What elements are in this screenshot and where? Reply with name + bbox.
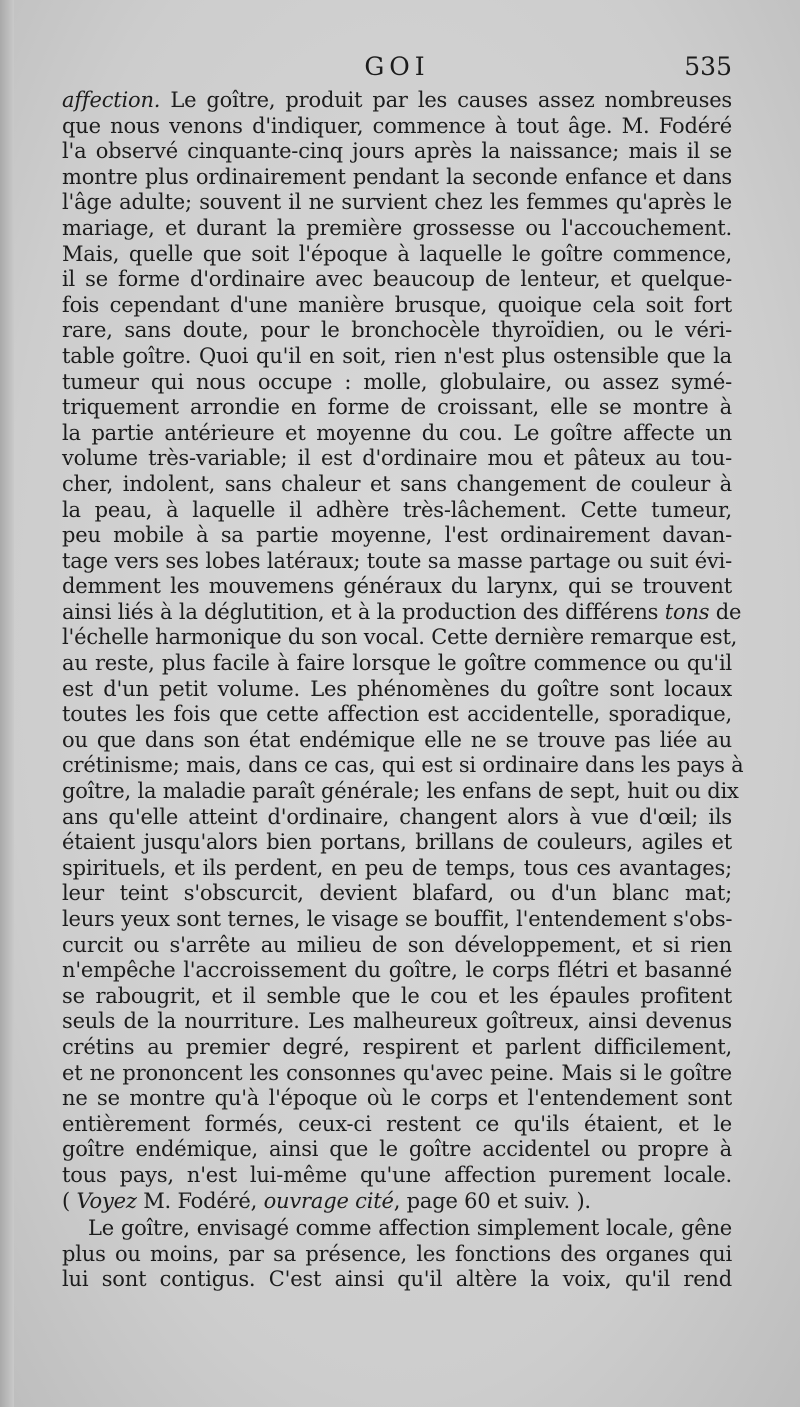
text-run: table goître. Quoi qu'il en soit, rien n'est plus ostensible que la (62, 343, 732, 368)
text-run: tumeur qui nous occupe : molle, globulaire, ou assez symé- (62, 369, 732, 394)
text-line (62, 1163, 732, 1189)
text-run: mariage, et durant la première grossesse ou l'accouchement. (62, 215, 732, 240)
text-line (62, 625, 738, 651)
running-head: GOI (364, 52, 430, 81)
text-run: lui sont contigus. C'est ainsi qu'il altère la voix, qu'il rend (62, 1267, 732, 1292)
text-run: la peau, à laquelle il adhère très-lâchement. Cette tumeur, (62, 497, 732, 522)
text-run: il se forme d'ordinaire avec beaucoup de lenteur, et quelque- (62, 267, 732, 292)
text-run: toutes les fois que cette affection est accidentelle, sporadique, (62, 702, 732, 727)
text-line (62, 984, 732, 1010)
text-line (62, 267, 732, 293)
text-line (62, 830, 732, 856)
text-run: crétinisme; mais, dans ce cas, qui est si ordinaire dans les pays à (62, 753, 744, 778)
text-run: volume très-variable; il est d'ordinaire mou et pâteux au tou- (62, 446, 732, 471)
text-line (62, 856, 732, 882)
text-run: l'échelle harmonique du son vocal. Cette dernière remarque est, (62, 625, 738, 650)
text-run: leurs yeux sont ternes, le visage se bouffit, l'entendement s'obs- (62, 907, 733, 931)
text-line (62, 242, 732, 268)
text-run: triquement arrondie en forme de croissant, elle se montre à (62, 395, 732, 420)
text-line (62, 446, 732, 472)
text-run: de (709, 599, 742, 624)
page-number: 535 (684, 52, 732, 81)
text-run: entièrement formés, ceux-ci restent ce qu'ils étaient, et le (62, 1111, 732, 1136)
text-run: Mais, quelle que soit l'époque à laquelle le goître commence, (62, 241, 732, 266)
text-line (62, 1216, 732, 1242)
text-line (62, 523, 732, 549)
text-line (62, 574, 732, 600)
text-run: peu mobile à sa partie moyenne, l'est ordinairement davan- (62, 523, 732, 548)
text-run: tous pays, n'est lui-même qu'une affection purement locale. (62, 1162, 732, 1187)
text-line (62, 599, 742, 626)
text-run: étaient jusqu'alors bien portans, brillans de couleurs, agiles et (62, 830, 732, 855)
text-line (62, 216, 732, 242)
text-run: , page 60 et suiv. ). (393, 1188, 591, 1213)
text-line (62, 805, 732, 831)
text-run: fois cependant d'une manière brusque, quoique cela soit fort (62, 292, 732, 317)
paragraph (62, 1216, 732, 1293)
text-line (62, 677, 732, 703)
text-run: est d'un petit volume. Les phénomènes du goître sont locaux (62, 676, 732, 701)
text-run: se rabougrit, et il semble que le cou et les épaules profitent (62, 983, 732, 1008)
text-run: ou que dans son état endémique elle ne se trouve pas liée au (62, 727, 732, 752)
text-run: n'empêche l'accroissement du goître, le corps flétri et basanné (62, 958, 732, 983)
text-run: leur teint s'obscurcit, devient blafard, ou d'un blanc mat; (62, 881, 732, 906)
text-run: la partie antérieure et moyenne du cou. Le goître affecte un (62, 420, 732, 445)
text-line (62, 318, 732, 344)
italic-text: tons (664, 599, 710, 624)
text-line (62, 779, 739, 805)
text-run: demment les mouvemens généraux du larynx, qui se trouvent (62, 574, 732, 599)
text-line (62, 907, 732, 933)
text-run: tage vers ses lobes latéraux; toute sa masse partage ou suit évi- (62, 548, 732, 573)
text-line (62, 190, 732, 216)
text-line (62, 1009, 732, 1035)
text-line (62, 958, 732, 984)
text-run: ainsi liés à la déglutition, et à la production des différens (62, 599, 665, 624)
text-line (62, 1086, 732, 1112)
text-line (62, 1242, 732, 1268)
text-line (62, 370, 732, 396)
text-line (62, 344, 732, 370)
text-line (62, 1267, 732, 1293)
text-line (62, 421, 732, 447)
text-run: seuls de la nourriture. Les malheureux goîtreux, ainsi devenus (62, 1009, 732, 1034)
paragraph (62, 88, 744, 1214)
text-run: plus ou moins, par sa présence, les fonctions des organes qui (62, 1241, 732, 1266)
text-line (62, 549, 732, 575)
text-run: Le goître, envisagé comme affection simplement locale, gêne (88, 1216, 732, 1241)
text-run: ans qu'elle atteint d'ordinaire, changent alors à vue d'œil; ils (62, 804, 732, 829)
text-run: ( (62, 1188, 77, 1213)
text-line (62, 498, 732, 524)
text-run: goître endémique, ainsi que le goître accidentel ou propre à (62, 1137, 732, 1162)
text-line (62, 395, 732, 421)
text-line (62, 651, 732, 677)
text-line (62, 1035, 732, 1061)
text-run: curcit ou s'arrête au milieu de son développement, et si rien (62, 932, 732, 957)
text-line (62, 702, 732, 728)
text-line (62, 1189, 732, 1215)
text-run: M. Fodéré, (136, 1188, 264, 1213)
italic-text: Voyez (76, 1188, 137, 1213)
text-run: rare, sans doute, pour le bronchocèle thyroïdien, ou le véri- (62, 318, 732, 343)
text-run: l'a observé cinquante-cinq jours après la naissance; mais il se (62, 139, 732, 164)
text-line (62, 881, 732, 907)
text-run: crétins au premier degré, respirent et parlent difficilement, (62, 1034, 732, 1059)
text-line (62, 753, 744, 779)
text-line (62, 114, 732, 140)
text-line (62, 1137, 732, 1163)
text-run: ne se montre qu'à l'époque où le corps et l'entendement sont (62, 1086, 732, 1111)
text-line (62, 293, 732, 319)
text-run: au reste, plus facile à faire lorsque le goître commence ou qu'il (62, 651, 732, 676)
text-line (62, 728, 732, 754)
text-run: cher, indolent, sans chaleur et sans changement de couleur à (62, 471, 732, 496)
text-line (62, 88, 732, 114)
text-run: l'âge adulte; souvent il ne survient chez les femmes qu'après le (62, 190, 732, 215)
text-run: Le goître, produit par les causes assez nombreuses (160, 88, 732, 112)
text-line (62, 933, 732, 959)
text-line (62, 165, 732, 191)
italic-text: ouvrage cité (263, 1188, 394, 1213)
text-run: et ne prononcent les consonnes qu'avec peine. Mais si le goître (62, 1060, 732, 1085)
text-line (62, 1112, 732, 1138)
page-gutter-shadow (0, 0, 14, 1407)
page-header (62, 52, 732, 86)
text-run: spirituels, et ils perdent, en peu de temps, tous ces avantages; (62, 855, 732, 880)
text-run: montre plus ordinairement pendant la seconde enfance et dans (62, 164, 732, 189)
italic-text: affection. (62, 88, 161, 112)
text-line (62, 472, 732, 498)
body-text (62, 88, 744, 1293)
text-run: que nous venons d'indiquer, commence à tout âge. M. Fodéré (62, 113, 732, 138)
text-line (62, 1061, 732, 1087)
text-run: goître, la maladie paraît générale; les enfans de sept, huit ou dix (62, 779, 739, 804)
text-line (62, 139, 732, 165)
